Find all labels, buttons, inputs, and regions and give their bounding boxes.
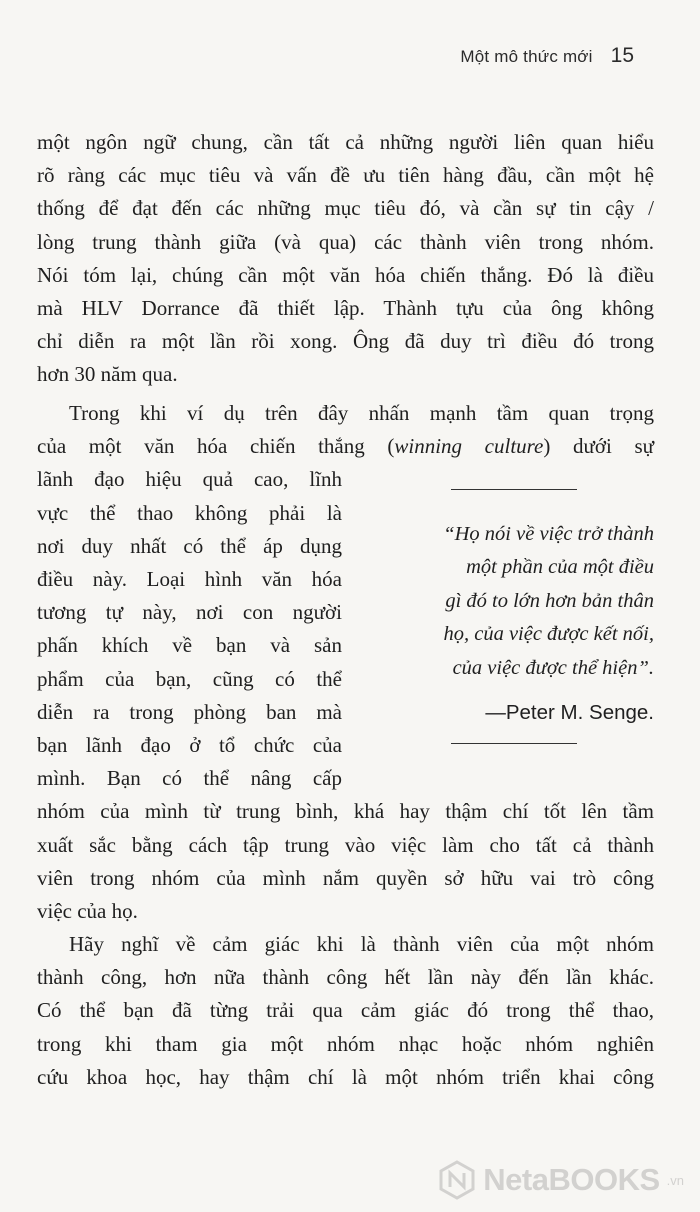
quote-line: một phần của một điều — [466, 556, 654, 579]
netabooks-logo-icon — [437, 1160, 477, 1200]
pull-quote-bottom-rule — [451, 743, 577, 744]
watermark — [437, 1160, 684, 1200]
text-line: Hãy nghĩ về cảm giác khi là thành viên của một nhóm — [69, 932, 654, 956]
text-line: mình. Bạn có thể nâng cấp — [37, 766, 342, 791]
text-line: trong khi tham gia một nhóm nhạc hoặc nhóm nghiên — [37, 1031, 654, 1056]
quote-line: gì đó to lớn hơn bản thân — [445, 589, 654, 612]
text-line: thành công, hơn nữa thành công hết lần này đến lần khác. — [37, 965, 654, 990]
text-line: thống để đạt đến các những mục tiêu đó, và cần sự tin cậy / — [37, 196, 654, 221]
quote-line: “Họ nói về việc trở thành — [443, 523, 654, 545]
text-line: bạn lãnh đạo ở tổ chức của — [37, 733, 342, 758]
quote-line: họ, của việc được kết nối, — [443, 623, 654, 646]
text-line: nhóm của mình từ trung bình, khá hay thậm chí tốt lên tầm — [37, 799, 654, 824]
pull-quote-author: —Peter M. Senge. — [485, 701, 654, 725]
page-number: 15 — [610, 44, 634, 67]
paragraph-3 — [37, 928, 654, 1094]
text-line: Nói tóm lại, chúng cần một văn hóa chiến thắng. Đó là điều — [37, 262, 654, 287]
text-line: chỉ diễn ra một lần rồi xong. Ông đã duy trì điều đó trong — [37, 329, 654, 354]
text-line: xuất sắc bằng cách tập trung vào việc làm cho tất cả thành — [37, 832, 654, 857]
text-line: rõ ràng các mục tiêu và vấn đề ưu tiên hàng đầu, cần một hệ — [37, 163, 654, 188]
text-line: lãnh đạo hiệu quả cao, lĩnh — [37, 467, 342, 492]
quote-line: của việc được thể hiện”. — [452, 656, 654, 679]
text-line — [37, 430, 654, 463]
text-line: hơn 30 năm qua. — [37, 362, 178, 387]
text-line: việc của họ. — [37, 899, 138, 924]
text-line: phẩm của bạn, cũng có thể — [37, 666, 342, 691]
paragraph-1 — [37, 126, 654, 392]
pull-quote-text — [378, 518, 654, 685]
text-line: lòng trung thành giữa (và qua) các thành viên trong nhóm. — [37, 229, 654, 254]
emphasis-text: winning culture — [394, 434, 544, 459]
text-segment: của một văn hóa chiến thắng ( — [37, 434, 395, 459]
watermark-brand: NetaBOOKS — [483, 1162, 660, 1197]
pull-quote — [378, 489, 654, 744]
text-line: mà HLV Dorrance đã thiết lập. Thành tựu của ông không — [37, 296, 654, 321]
text-line: vực thể thao không phải là — [37, 500, 342, 525]
text-line: viên trong nhóm của mình nắm quyền sở hữu vai trò công — [37, 865, 654, 890]
text-line: Trong khi ví dụ trên đây nhấn mạnh tầm quan trọng — [69, 401, 654, 425]
pull-quote-top-rule — [451, 489, 577, 490]
text-line: Có thể bạn đã từng trải qua cảm giác đó trong thể thao, — [37, 998, 654, 1023]
text-line: cứu khoa học, hay thậm chí là một nhóm triển khai công — [37, 1064, 654, 1089]
text-line: điều này. Loại hình văn hóa — [37, 567, 342, 592]
text-line: nơi duy nhất có thể áp dụng — [37, 533, 342, 558]
text-line: diễn ra trong phòng ban mà — [37, 699, 342, 724]
watermark-suffix: .vn — [666, 1172, 684, 1188]
running-header — [460, 44, 634, 68]
running-title: Một mô thức mới — [460, 47, 593, 66]
text-line: tương tự này, nơi con người — [37, 600, 342, 625]
text-line: một ngôn ngữ chung, cần tất cả những người liên quan hiểu — [37, 130, 654, 154]
text-line: phấn khích về bạn và sản — [37, 633, 342, 658]
text-segment: ) dưới sự — [543, 434, 655, 459]
